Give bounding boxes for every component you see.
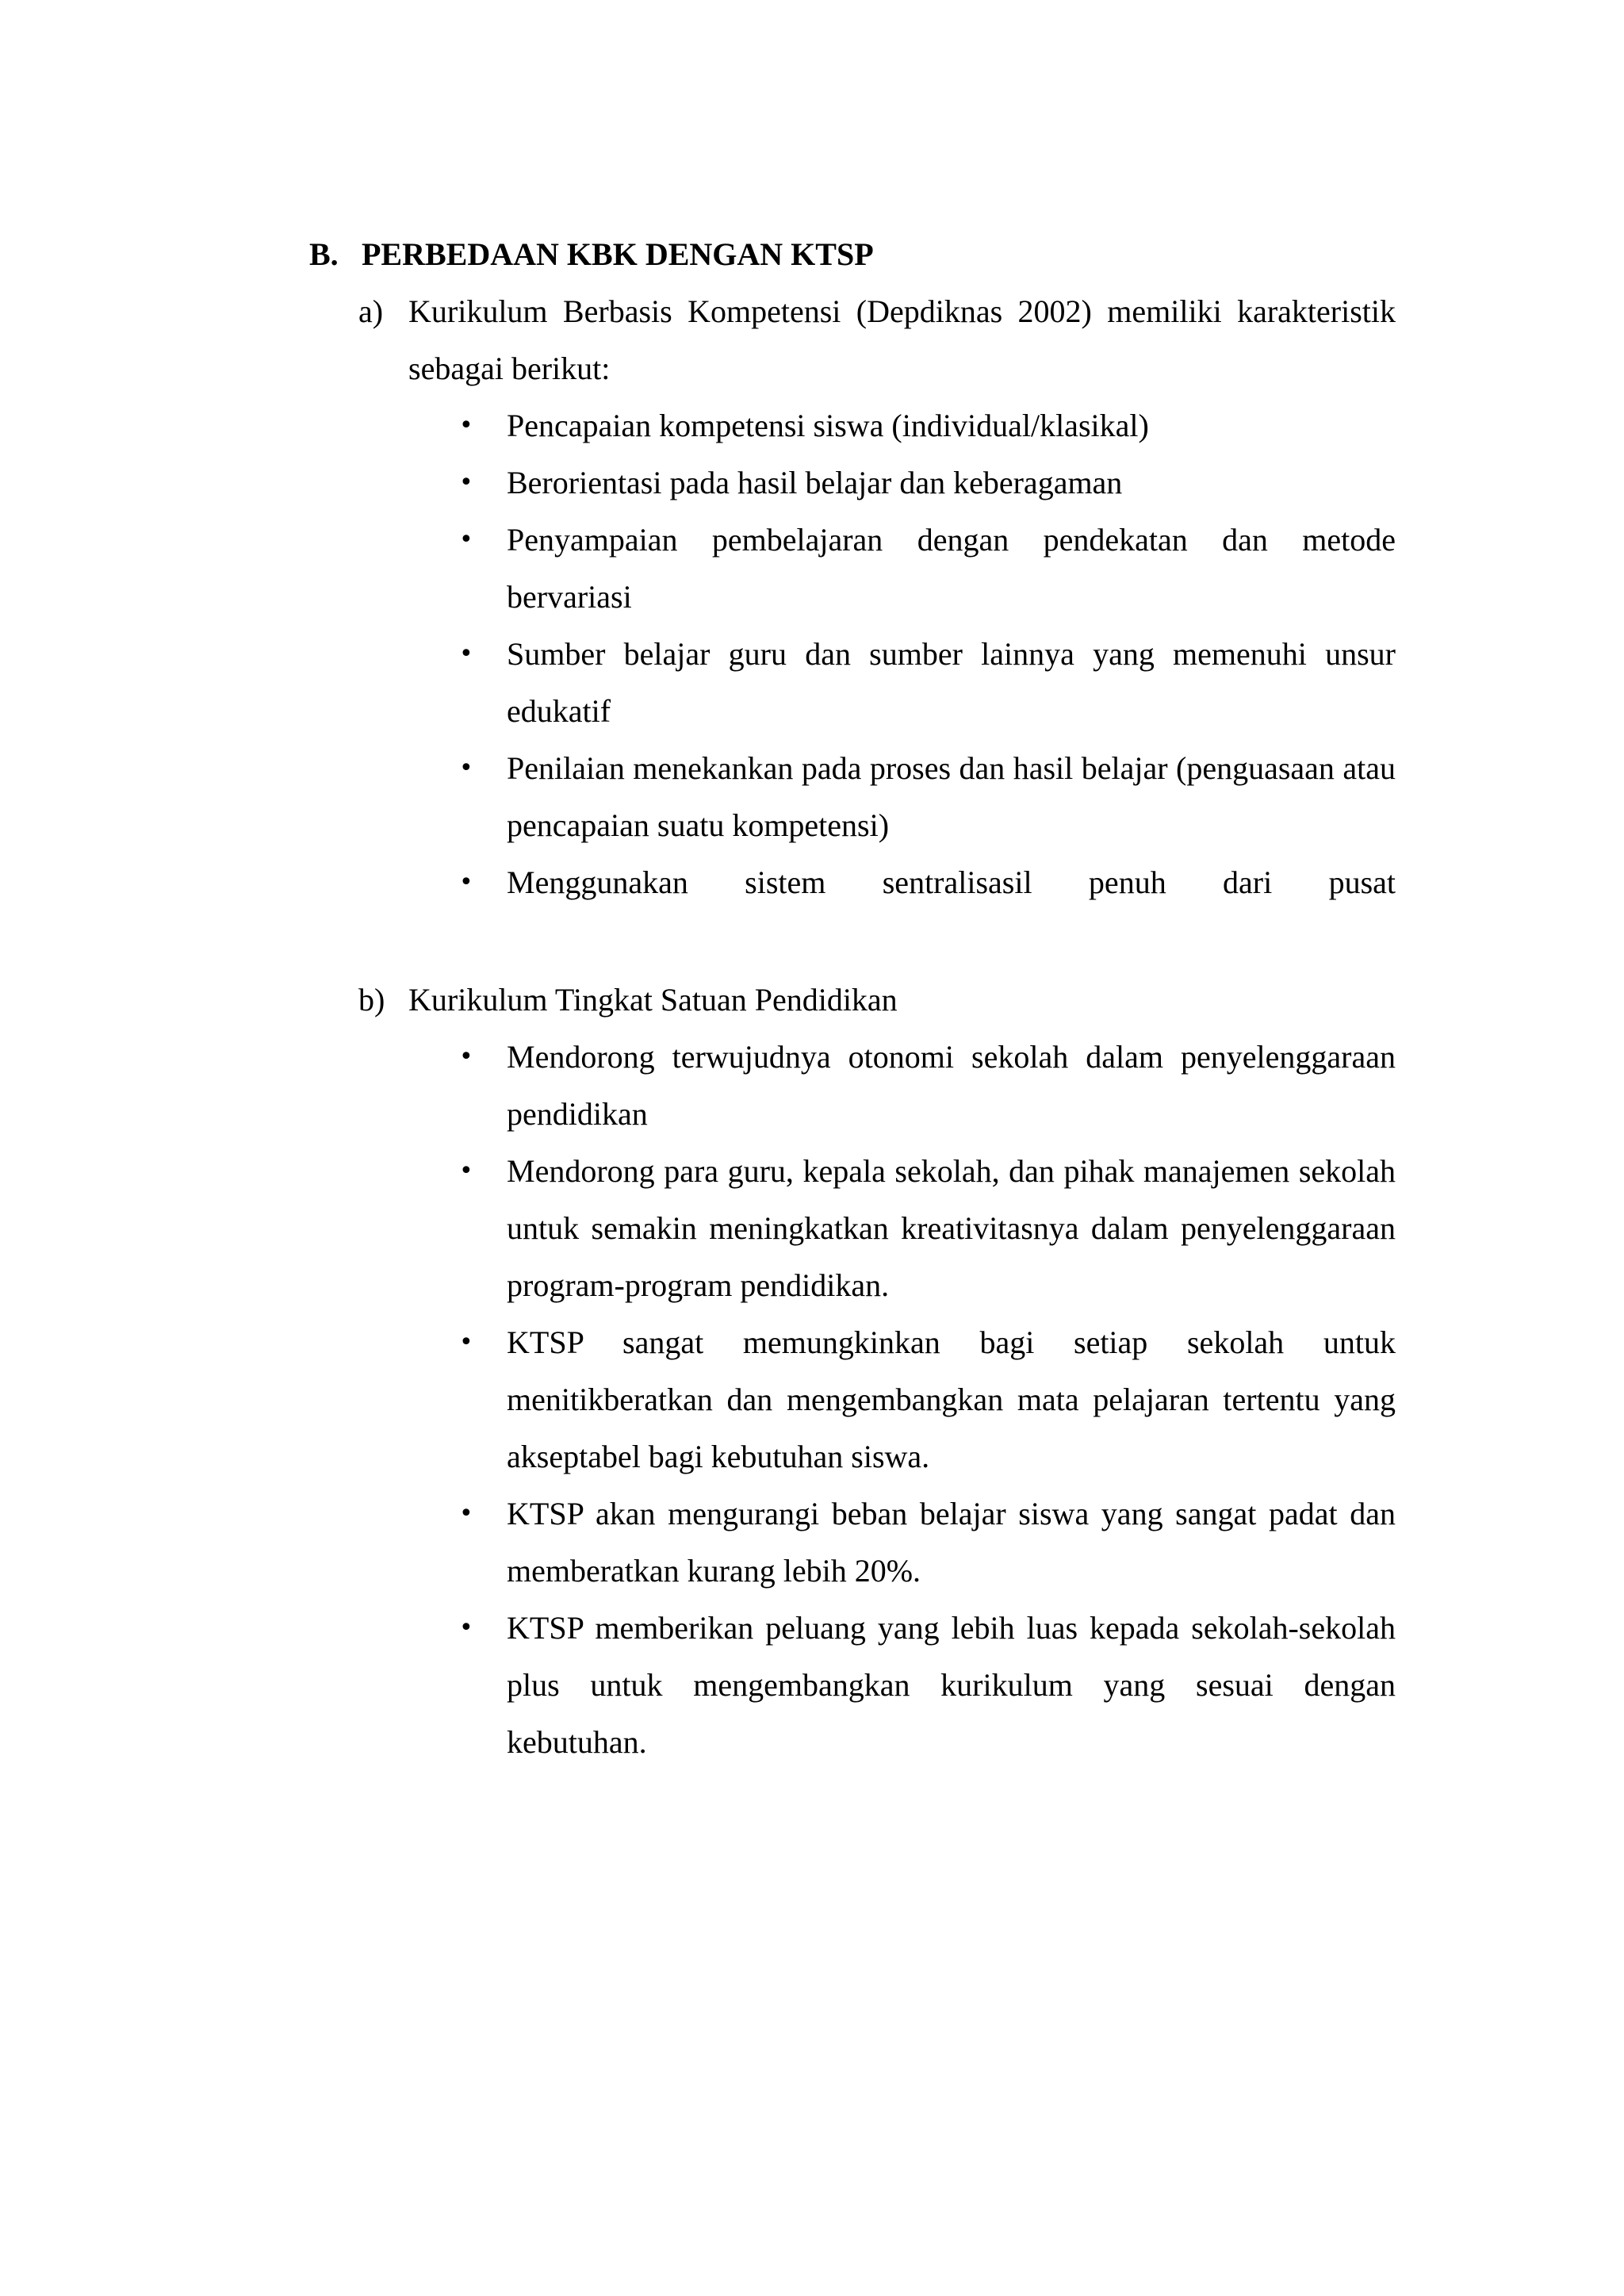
section-b <box>358 972 1396 1771</box>
section-a-bullet-list <box>358 397 1396 911</box>
list-item-text: Penilaian menekankan pada proses dan hasil belajar (penguasaan atau pencapaian suatu kompetensi) <box>507 750 1396 843</box>
bullet-icon: • <box>459 1614 473 1642</box>
list-item-text: KTSP memberikan peluang yang lebih luas kepada sekolah-sekolah plus untuk mengembangkan kurikulum yang sesuai dengan kebutuhan. <box>507 1610 1396 1760</box>
bullet-icon: • <box>459 1328 473 1356</box>
list-item-text: KTSP sangat memungkinkan bagi setiap sekolah untuk menitikberatkan dan mengembangkan mata pelajaran tertentu yang akseptabel bagi kebutuhan siswa. <box>507 1324 1396 1474</box>
section-b-marker: b) <box>358 982 385 1018</box>
list-item <box>358 626 1396 740</box>
list-item <box>358 1029 1396 1143</box>
list-item <box>358 854 1396 911</box>
bullet-icon: • <box>459 526 473 554</box>
section-b-bullet-list <box>358 1029 1396 1771</box>
list-item <box>358 512 1396 626</box>
heading-number: B. <box>309 236 339 272</box>
section-b-text: Kurikulum Tingkat Satuan Pendidikan <box>408 982 898 1018</box>
section-a-text: Kurikulum Berbasis Kompetensi (Depdiknas 2002) memiliki karakteristik sebagai berikut: <box>408 293 1396 386</box>
bullet-icon: • <box>459 469 473 496</box>
section-a <box>358 283 1396 911</box>
bullet-icon: • <box>459 1500 473 1527</box>
section-heading <box>309 226 1404 283</box>
bullet-icon: • <box>459 412 473 439</box>
list-item <box>358 1600 1396 1771</box>
section-a-marker: a) <box>358 293 384 329</box>
bullet-icon: • <box>459 1043 473 1071</box>
list-item-text: Berorientasi pada hasil belajar dan keberagaman <box>507 465 1123 500</box>
list-item-text: KTSP akan mengurangi beban belajar siswa yang sangat padat dan memberatkan kurang lebih 20%. <box>507 1496 1396 1589</box>
heading-title: PERBEDAAN KBK DENGAN KTSP <box>362 236 874 272</box>
bullet-icon: • <box>459 640 473 668</box>
bullet-icon: • <box>459 868 473 896</box>
list-item-text: Penyampaian pembelajaran dengan pendekatan dan metode bervariasi <box>507 522 1396 615</box>
list-item <box>358 1314 1396 1485</box>
list-item <box>358 397 1396 454</box>
list-item-text: Sumber belajar guru dan sumber lainnya yang memenuhi unsur edukatif <box>507 636 1396 729</box>
bullet-icon: • <box>459 1157 473 1185</box>
list-item <box>358 1485 1396 1600</box>
list-item <box>358 454 1396 512</box>
list-item-text: Pencapaian kompetensi siswa (individual/klasikal) <box>507 408 1149 443</box>
list-item-text: Mendorong para guru, kepala sekolah, dan pihak manajemen sekolah untuk semakin meningkatkan kreativitasnya dalam penyelenggaraan program-program pendidikan. <box>507 1153 1396 1303</box>
section-a-intro <box>358 283 1396 397</box>
list-item-text: Menggunakan sistem sentralisasil penuh dari pusat <box>507 864 1396 900</box>
list-item-text: Mendorong terwujudnya otonomi sekolah dalam penyelenggaraan pendidikan <box>507 1039 1396 1132</box>
bullet-icon: • <box>459 754 473 782</box>
section-b-intro <box>358 972 1396 1029</box>
list-item <box>358 1143 1396 1314</box>
list-item <box>358 740 1396 854</box>
